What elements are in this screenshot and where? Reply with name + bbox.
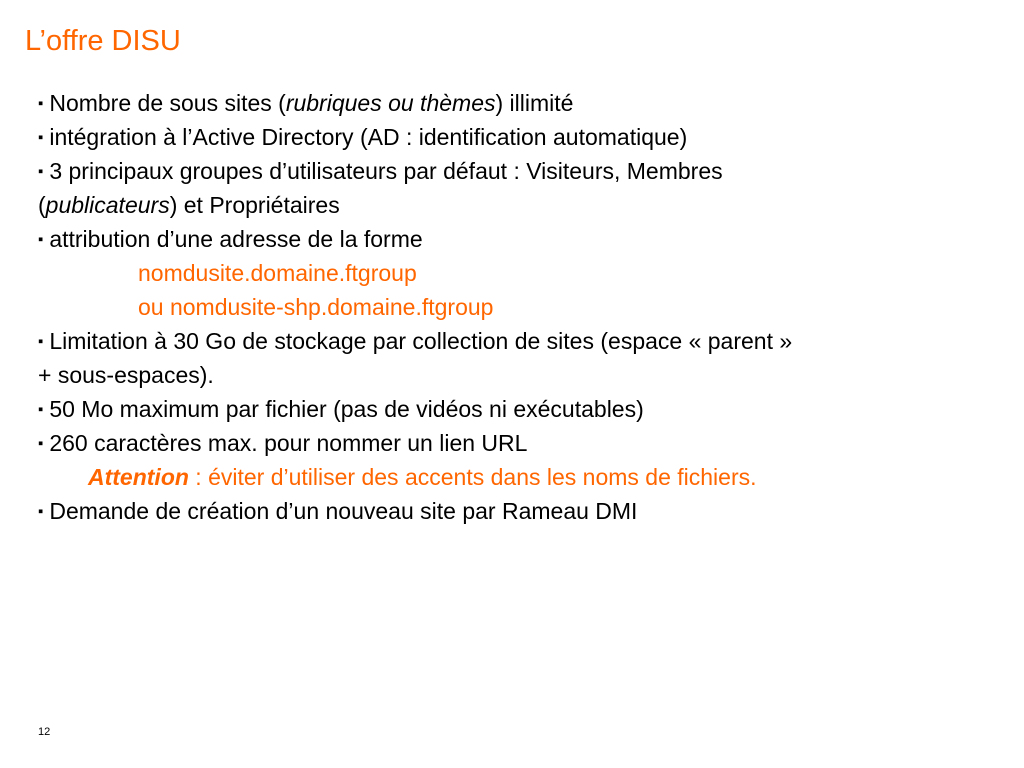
bullet-item-storage-limit bbox=[38, 324, 998, 358]
bullet-item-address bbox=[38, 222, 998, 256]
slide-title: L’offre DISU bbox=[25, 25, 181, 57]
bullet-square-icon: ▪ bbox=[38, 435, 44, 452]
bullet-item-url-length bbox=[38, 426, 998, 460]
attention-label: Attention bbox=[88, 464, 189, 490]
bullet-text: Nombre de sous sites ( bbox=[49, 90, 286, 116]
bullet-text: Demande de création d’un nouveau site par Rameau DMI bbox=[49, 498, 638, 524]
bullet-item-subsites bbox=[38, 86, 998, 120]
bullet-square-icon: ▪ bbox=[38, 333, 44, 350]
bullet-square-icon: ▪ bbox=[38, 231, 44, 248]
page-number: 12 bbox=[38, 726, 51, 738]
bullet-square-icon: ▪ bbox=[38, 163, 44, 180]
bullet-text-italic: rubriques ou thèmes bbox=[285, 90, 496, 116]
bullet-text-italic: publicateurs bbox=[45, 192, 170, 218]
bullet-item-user-groups-continued bbox=[38, 188, 998, 222]
bullet-text: intégration à l’Active Directory (AD : identification automatique) bbox=[49, 124, 688, 150]
bullet-text: Limitation à 30 Go de stockage par collection de sites (espace « parent » bbox=[49, 328, 793, 354]
bullet-square-icon: ▪ bbox=[38, 401, 44, 418]
bullet-text: ) illimité bbox=[495, 90, 574, 116]
bullet-text: ) et Propriétaires bbox=[169, 192, 340, 218]
address-example-2: ou nomdusite-shp.domaine.ftgroup bbox=[138, 294, 494, 320]
bullet-square-icon: ▪ bbox=[38, 95, 44, 112]
bullet-text: + sous-espaces). bbox=[38, 362, 214, 388]
bullet-text: ( bbox=[38, 192, 46, 218]
bullet-item-site-request bbox=[38, 494, 998, 528]
bullet-text: 260 caractères max. pour nommer un lien URL bbox=[49, 430, 528, 456]
bullet-list bbox=[38, 86, 998, 528]
bullet-item-active-directory bbox=[38, 120, 998, 154]
bullet-text: 50 Mo maximum par fichier (pas de vidéos ni exécutables) bbox=[49, 396, 644, 422]
bullet-square-icon: ▪ bbox=[38, 129, 44, 146]
bullet-square-icon: ▪ bbox=[38, 503, 44, 520]
bullet-item-file-size bbox=[38, 392, 998, 426]
address-example-1: nomdusite.domaine.ftgroup bbox=[138, 260, 417, 286]
bullet-text: attribution d’une adresse de la forme bbox=[49, 226, 423, 252]
bullet-item-user-groups bbox=[38, 154, 998, 188]
bullet-item-storage-limit-continued bbox=[38, 358, 998, 392]
bullet-text: 3 principaux groupes d’utilisateurs par défaut : Visiteurs, Membres bbox=[49, 158, 723, 184]
attention-text: : éviter d’utiliser des accents dans les noms de fichiers. bbox=[188, 464, 757, 490]
attention-note bbox=[38, 460, 998, 494]
